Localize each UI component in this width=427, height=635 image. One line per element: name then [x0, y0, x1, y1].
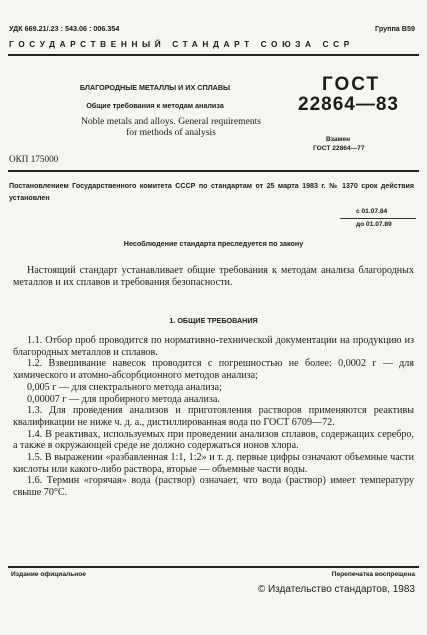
gost-number: 22864—83 [298, 94, 399, 115]
title-ru: БЛАГОРОДНЫЕ МЕТАЛЛЫ И ИХ СПЛАВЫ [79, 83, 231, 92]
subtitle-ru: Общие требования к методам анализа [86, 101, 224, 110]
paragraph-1-5: 1.5. В выражении «разбавленная 1:1, 1:2» и т. д. первые цифры означают объемные части кислоты или какого-либо раствора, вторые — объемные части воды. [13, 452, 414, 475]
group-code: Группа В59 [375, 24, 415, 33]
reprint-forbidden: Перепечатка воспрещена [331, 571, 415, 578]
replaces-label: Взамен [326, 136, 351, 143]
validity-to: до 01.07.89 [356, 221, 392, 228]
footer-rule [8, 566, 419, 568]
paragraph-1-2-assay: 0,00007 г — для пробирного метода анализа. [27, 393, 220, 405]
penalty-note: Несоблюдение стандарта преследуется по закону [123, 239, 304, 248]
paragraph-1-4: 1.4. В реактивах, используемых при проведении анализов сплавов, содержащих серебро, а также в окружающей среде не должно содержаться ионов хлора. [13, 428, 414, 452]
intro-paragraph: Настоящий стандарт устанавливает общие требования к методам анализа благородных металлов и их сплавов и требования безопасности. [13, 265, 414, 288]
replaces-value: ГОСТ 22864—77 [313, 145, 365, 152]
official-edition: Издание официальное [11, 571, 86, 578]
paragraph-1-3: 1.3. Для проведения анализов и приготовления растворов применяются реактивы квалификации не ниже ч. д. а., дистиллированная вода по ГОСТ 6709—72. [13, 405, 414, 428]
udk-code: УДК 669.21/.23 : 543.06 : 006.354 [9, 24, 120, 33]
validity-from: с 01.07.84 [356, 208, 388, 215]
okp-code: ОКП 175000 [9, 154, 59, 164]
decree-text: Постановлением Государственного комитета СССР по стандартам от 25 марта 1983 г. № 1370 срок действия установлен [9, 182, 414, 202]
header-rule [8, 54, 419, 56]
validity-rule [340, 218, 416, 219]
gost-label: ГОСТ [322, 74, 381, 95]
title-rule [8, 170, 419, 172]
paragraph-1-6: 1.6. Термин «горячая» вода (раствор) означает, что вода (раствор) имеет температуру свыше 70°С. [13, 475, 414, 499]
section-heading: 1. ОБЩИЕ ТРЕБОВАНИЯ [169, 316, 258, 325]
state-standard-banner: ГОСУДАРСТВЕННЫЙ СТАНДАРТ СОЮЗА ССР [9, 39, 354, 49]
paragraph-1-1: 1.1. Отбор проб проводится по нормативно-технической документации на продукцию из благородных металлов и сплавов. [13, 335, 414, 358]
paragraph-1-2-spectral: 0,005 г — для спектрального метода анализа; [27, 381, 222, 393]
copyright: © Издательство стандартов, 1983 [257, 584, 415, 595]
title-en: Noble metals and alloys. General requirements for methods of analysis [80, 116, 262, 138]
paragraph-1-2: 1.2. Взвешивание навесок проводится с погрешностью не более: 0,0002 г — для химического и атомно-абсорбционного методов анализа; [13, 358, 414, 382]
